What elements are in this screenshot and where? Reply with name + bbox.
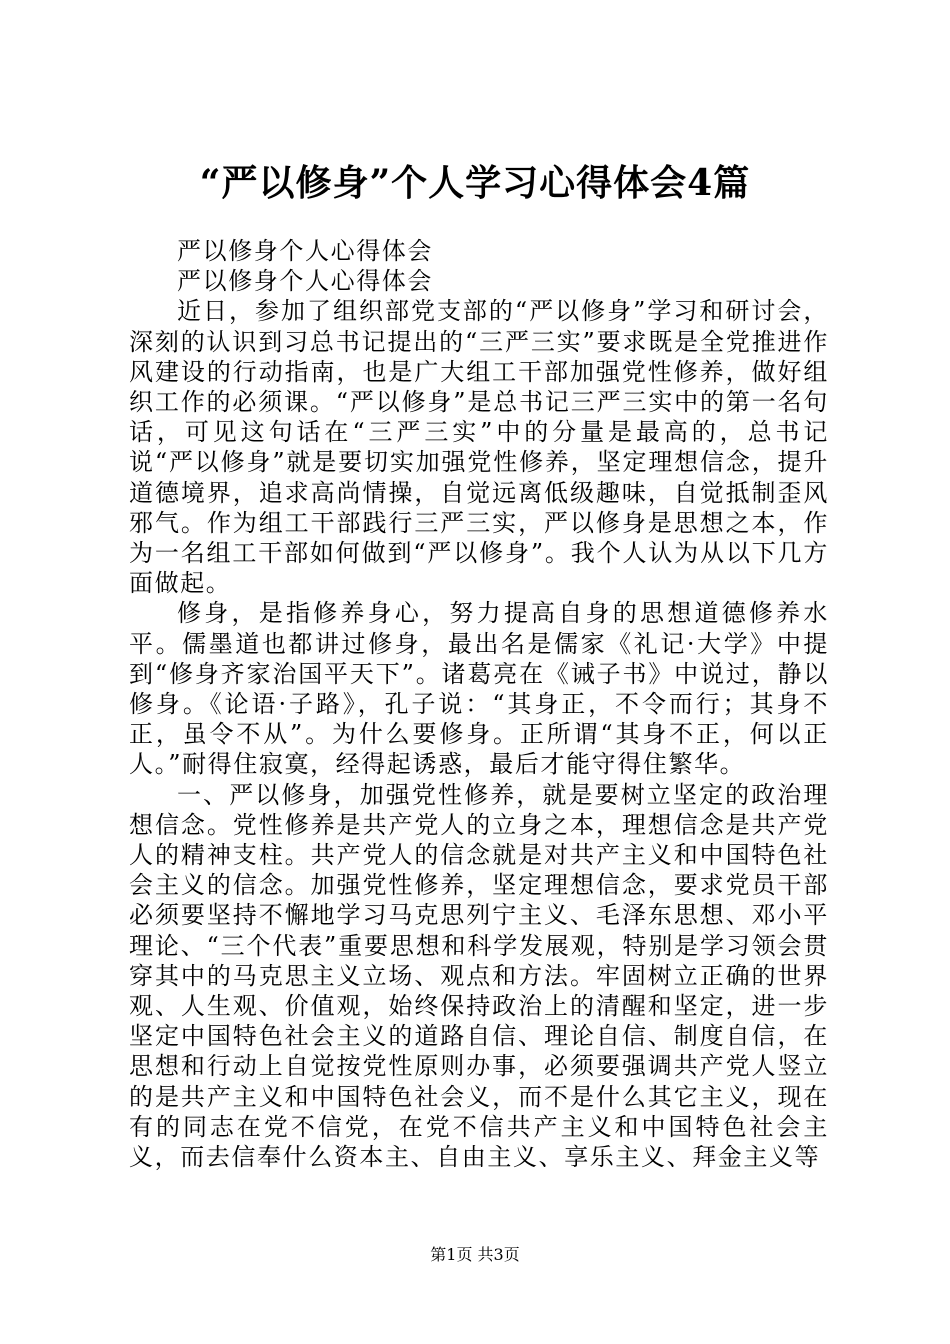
page-number: 第1页 共3页 — [430, 1245, 520, 1264]
paragraph: 一、严以修身，加强党性修养，就是要树立坚定的政治理想信念。党性修养是共产党人的立身之本，理想信念是共产党人的精神支柱。共产党人的信念就是对共产主义和中国特色社会主义的信念。加强党性修养，坚定理想信念，要求党员干部必须要坚持不懈地学习马克思列宁主义、毛泽东思想、邓小平理论、“三个代表”重要思想和科学发展观，特别是学习领会贯穿其中的马克思主义立场、观点和方法。牢固树立正确的世界观、人生观、价值观，始终保持政治上的清醒和坚定，进一步坚定中国特色社会主义的道路自信、理论自信、制度自信，在思想和行动上自觉按党性原则办事，必须要强调共产党人竖立的是共产主义和中国特色社会义，而不是什么其它主义，现在有的同志在党不信党，在党不信共产主义和中国特色社会主义，而去信奉什么资本主、自由主义、享乐主义、拜金主义等 — [129, 780, 829, 1172]
paragraph: 修身，是指修养身心，努力提高自身的思想道德修养水平。儒墨道也都讲过修身，最出名是儒家《礼记·大学》中提到“修身齐家治国平天下”。诸葛亮在《诫子书》中说过，静以修身。《论语·子路》，孔子说：“其身正，不令而行；其身不正，虽令不从”。为什么要修身。正所谓“其身不正，何以正人。”耐得住寂寞，经得起诱惑，最后才能守得住繁华。 — [129, 599, 829, 779]
paragraph: 近日，参加了组织部党支部的“严以修身”学习和研讨会，深刻的认识到习总书记提出的“三严三实”要求既是全党推进作风建设的行动指南，也是广大组工干部加强党性修养，做好组织工作的必须课。“严以修身”是总书记三严三实中的第一名句话，可见这句话在“三严三实”中的分量是最高的，总书记说“严以修身”就是要切实加强党性修养，坚定理想信念，提升道德境界，追求高尚情操，自觉远离低级趣味，自觉抵制歪风邪气。作为组工干部践行三严三实，严以修身是思想之本，作为一名组工干部如何做到“严以修身”。我个人认为从以下几方面做起。 — [129, 297, 829, 598]
paragraph: 严以修身个人心得体会 — [177, 237, 433, 265]
paragraph: 严以修身个人心得体会 — [177, 267, 433, 296]
document-title: “严以修身”个人学习心得体会4篇 — [199, 162, 751, 204]
document-body — [129, 236, 829, 1172]
